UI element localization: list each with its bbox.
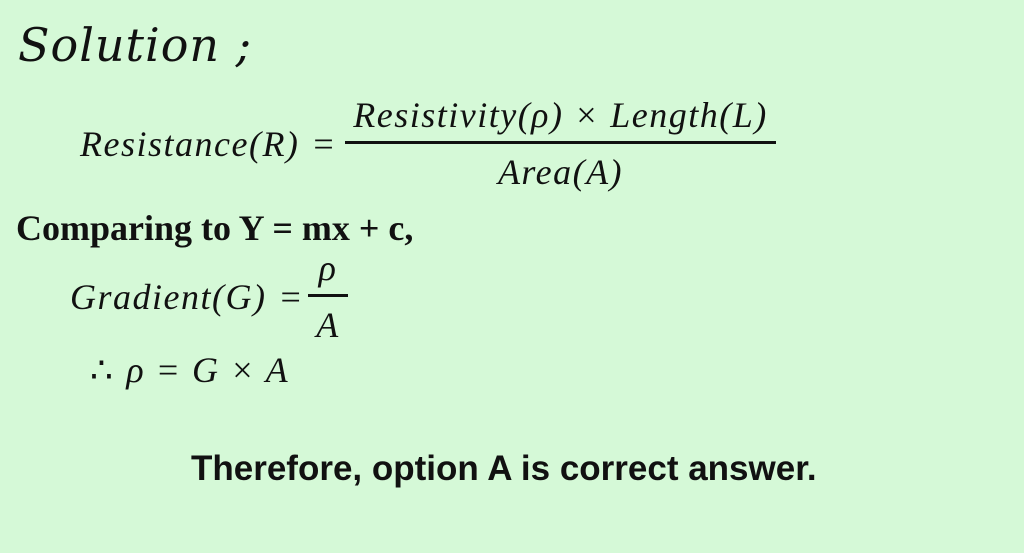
resistance-numerator: Resistivity(ρ) × Length(L): [353, 95, 768, 135]
resistance-fraction: [345, 97, 776, 190]
fraction-bar: [308, 294, 348, 297]
gradient-numerator: ρ: [318, 248, 338, 288]
gradient-equation: [70, 250, 348, 343]
resistance-denominator: Area(A): [497, 152, 624, 192]
fraction-bar: [345, 141, 776, 144]
therefore-symbol: ∴: [90, 350, 115, 390]
gradient-equals: =: [280, 276, 303, 317]
gradient-lhs: Gradient(G): [70, 276, 267, 317]
gradient-fraction: [308, 250, 348, 343]
resistance-lhs: Resistance(R): [80, 123, 300, 164]
resistance-equals: =: [313, 123, 336, 164]
result-expression: ρ = G × A: [126, 350, 290, 390]
solution-heading: Solution ;: [18, 18, 253, 72]
conclusion-text: Therefore, option A is correct answer.: [191, 449, 817, 488]
gradient-denominator: A: [316, 305, 340, 345]
result-equation: [90, 352, 289, 388]
resistance-equation: [80, 97, 776, 190]
comparison-text: Comparing to Y = mx + c,: [16, 208, 414, 248]
